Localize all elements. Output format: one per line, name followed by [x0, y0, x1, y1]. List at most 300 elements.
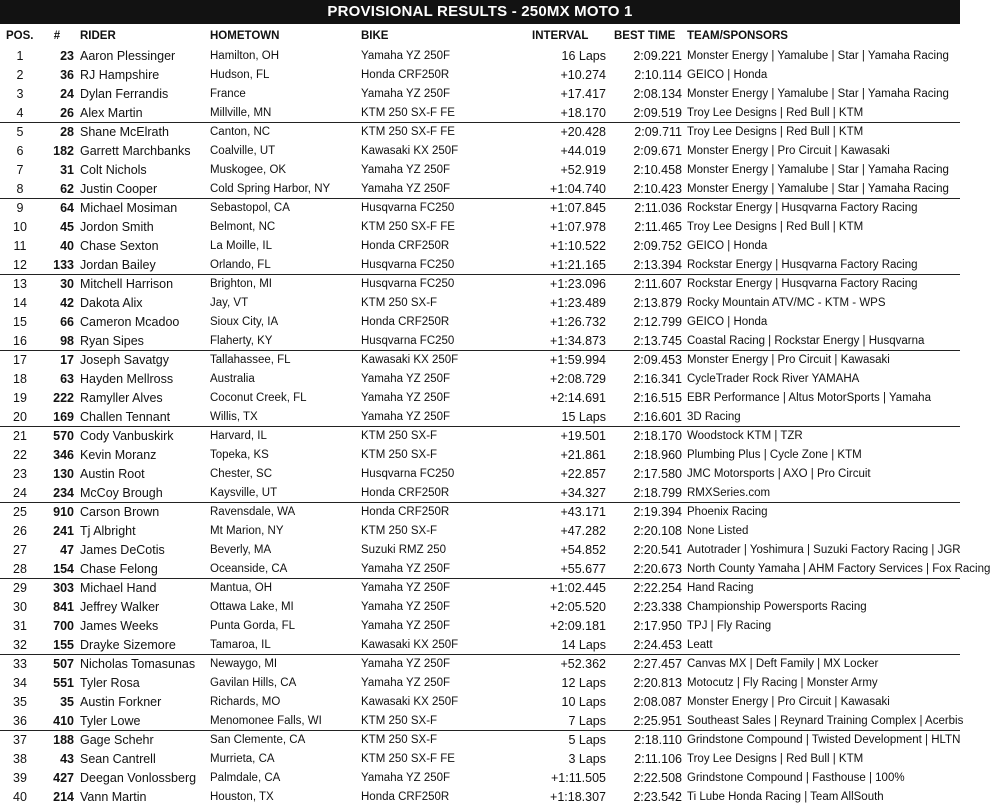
table-row [0, 788, 960, 807]
cell-number: 303 [53, 581, 74, 595]
cell-best-time: 2:27.457 [633, 657, 682, 671]
cell-pos: 39 [13, 771, 27, 785]
cell-number: 63 [60, 372, 74, 386]
cell-interval: +1:04.740 [550, 182, 606, 196]
cell-bike: Honda CRF250R [361, 316, 450, 328]
cell-interval: 14 Laps [561, 638, 606, 652]
cell-pos: 40 [13, 790, 27, 804]
cell-best-time: 2:18.110 [634, 733, 682, 747]
cell-interval: +2:08.729 [550, 372, 606, 386]
cell-team: Rockstar Energy | Husqvarna Factory Racing [687, 278, 918, 290]
cell-best-time: 2:20.673 [633, 562, 682, 576]
cell-number: 155 [53, 638, 74, 652]
table-row [0, 465, 960, 484]
cell-pos: 20 [13, 410, 27, 424]
cell-rider: Austin Root [80, 467, 145, 481]
cell-best-time: 2:22.508 [633, 771, 682, 785]
cell-number: 570 [53, 429, 74, 443]
cell-best-time: 2:18.960 [633, 448, 682, 462]
cell-number: 24 [60, 87, 74, 101]
cell-best-time: 2:24.453 [633, 638, 682, 652]
table-row [0, 85, 960, 104]
results-table [0, 47, 990, 807]
cell-team: Championship Powersports Racing [687, 601, 867, 613]
cell-bike: Husqvarna FC250 [361, 202, 455, 214]
cell-interval: 12 Laps [561, 676, 606, 690]
cell-bike: Honda CRF250R [361, 69, 450, 81]
table-row [0, 750, 960, 769]
cell-interval: 5 Laps [568, 733, 606, 747]
cell-team: GEICO | Honda [687, 240, 768, 252]
cell-best-time: 2:09.752 [633, 239, 682, 253]
cell-interval: +1:21.165 [550, 258, 606, 272]
cell-best-time: 2:09.453 [633, 353, 682, 367]
cell-team: Troy Lee Designs | Red Bull | KTM [687, 753, 864, 765]
page-title: PROVISIONAL RESULTS - 250MX MOTO 1 [0, 0, 960, 24]
table-row [0, 503, 960, 522]
cell-best-time: 2:16.341 [633, 372, 682, 386]
cell-team: CycleTrader Rock River YAMAHA [687, 373, 860, 385]
cell-bike: Suzuki RMZ 250 [361, 544, 447, 556]
cell-rider: Justin Cooper [80, 182, 158, 196]
cell-rider: James Weeks [80, 619, 159, 633]
cell-bike: KTM 250 SX-F [361, 449, 438, 461]
cell-rider: RJ Hampshire [80, 68, 160, 82]
cell-interval: 10 Laps [561, 695, 606, 709]
cell-team: GEICO | Honda [687, 69, 768, 81]
header-best-time: BEST TIME [614, 30, 676, 42]
header-team: TEAM/SPONSORS [687, 30, 788, 42]
cell-bike: KTM 250 SX-F [361, 297, 438, 309]
cell-team: Hand Racing [687, 582, 754, 594]
cell-best-time: 2:16.601 [633, 410, 682, 424]
cell-team: Southeast Sales | Reynard Training Complex | Acerbis [687, 715, 964, 727]
cell-hometown: Punta Gorda, FL [210, 620, 296, 632]
cell-number: 507 [53, 657, 74, 671]
cell-interval: +1:26.732 [550, 315, 606, 329]
cell-best-time: 2:16.515 [633, 391, 682, 405]
cell-interval: +1:11.505 [550, 771, 606, 785]
cell-number: 36 [60, 68, 74, 82]
cell-bike: Husqvarna FC250 [361, 259, 455, 271]
cell-number: 188 [53, 733, 74, 747]
cell-interval: +20.428 [560, 125, 606, 139]
cell-best-time: 2:09.221 [633, 49, 682, 63]
cell-team: Woodstock KTM | TZR [687, 430, 803, 442]
cell-hometown: Brighton, MI [210, 278, 272, 290]
table-row [0, 598, 960, 617]
cell-best-time: 2:17.950 [633, 619, 682, 633]
cell-bike: Yamaha YZ 250F [361, 392, 451, 404]
cell-interval: +52.919 [560, 163, 606, 177]
cell-interval: +2:09.181 [550, 619, 606, 633]
cell-best-time: 2:18.170 [633, 429, 682, 443]
cell-number: 130 [53, 467, 74, 481]
cell-interval: +1:02.445 [550, 581, 606, 595]
cell-hometown: Richards, MO [210, 696, 281, 708]
cell-rider: Vann Martin [80, 790, 147, 804]
header-bike: BIKE [361, 30, 389, 42]
cell-hometown: Tallahassee, FL [210, 354, 291, 366]
cell-team: Monster Energy | Yamalube | Star | Yamaha Racing [687, 164, 949, 176]
cell-bike: Kawasaki KX 250F [361, 145, 459, 157]
cell-interval: +10.274 [560, 68, 606, 82]
cell-hometown: Coalville, UT [210, 145, 276, 157]
cell-interval: +17.417 [560, 87, 606, 101]
cell-bike: KTM 250 SX-F [361, 734, 438, 746]
cell-best-time: 2:09.671 [633, 144, 682, 158]
cell-hometown: Oceanside, CA [210, 563, 288, 575]
table-row [0, 522, 960, 541]
cell-rider: Chase Felong [80, 562, 158, 576]
cell-interval: +2:05.520 [550, 600, 606, 614]
cell-number: 28 [60, 125, 74, 139]
cell-best-time: 2:11.036 [634, 201, 682, 215]
cell-hometown: Chester, SC [210, 468, 272, 480]
cell-pos: 23 [13, 467, 27, 481]
cell-number: 841 [53, 600, 74, 614]
cell-bike: Husqvarna FC250 [361, 278, 455, 290]
cell-pos: 38 [13, 752, 27, 766]
cell-number: 222 [53, 391, 74, 405]
cell-number: 66 [60, 315, 74, 329]
cell-rider: Sean Cantrell [80, 752, 156, 766]
cell-team: North County Yamaha | AHM Factory Services | Fox Racing [687, 563, 990, 575]
cell-pos: 6 [16, 144, 24, 158]
cell-pos: 30 [13, 600, 27, 614]
table-row [0, 351, 960, 370]
table-row [0, 142, 960, 161]
cell-rider: Deegan Vonlossberg [80, 771, 197, 785]
cell-team: Motocutz | Fly Racing | Monster Army [687, 677, 878, 689]
cell-bike: Yamaha YZ 250F [361, 772, 451, 784]
cell-team: Coastal Racing | Rockstar Energy | Husqvarna [687, 335, 925, 347]
cell-interval: +1:23.489 [550, 296, 606, 310]
cell-interval: +19.501 [560, 429, 606, 443]
cell-hometown: Topeka, KS [210, 449, 269, 461]
cell-number: 43 [60, 752, 74, 766]
cell-hometown: Palmdale, CA [210, 772, 281, 784]
table-row [0, 275, 960, 294]
header-interval: INTERVAL [532, 30, 589, 42]
cell-rider: Colt Nichols [80, 163, 147, 177]
cell-number: 35 [60, 695, 74, 709]
table-row [0, 655, 960, 674]
cell-interval: 15 Laps [561, 410, 606, 424]
header-rider: RIDER [80, 30, 116, 42]
header-hometown: HOMETOWN [210, 30, 280, 42]
cell-bike: Honda CRF250R [361, 487, 450, 499]
cell-pos: 2 [16, 68, 24, 82]
cell-bike: Yamaha YZ 250F [361, 164, 451, 176]
cell-rider: Cody Vanbuskirk [80, 429, 174, 443]
cell-interval: +43.171 [560, 505, 606, 519]
cell-best-time: 2:11.465 [634, 220, 682, 234]
cell-best-time: 2:25.951 [633, 714, 682, 728]
cell-hometown: Canton, NC [210, 126, 271, 138]
cell-bike: KTM 250 SX-F [361, 525, 438, 537]
cell-hometown: Murrieta, CA [210, 753, 275, 765]
cell-pos: 14 [13, 296, 27, 310]
cell-hometown: Harvard, IL [210, 430, 267, 442]
cell-best-time: 2:08.134 [633, 87, 682, 101]
cell-interval: +52.362 [560, 657, 606, 671]
cell-bike: Husqvarna FC250 [361, 468, 455, 480]
cell-number: 241 [53, 524, 74, 538]
cell-rider: Dakota Alix [80, 296, 143, 310]
cell-bike: Honda CRF250R [361, 240, 450, 252]
cell-hometown: Willis, TX [210, 411, 258, 423]
cell-team: None Listed [687, 525, 749, 537]
header-number: # [53, 30, 61, 42]
cell-pos: 37 [13, 733, 27, 747]
cell-hometown: Sebastopol, CA [210, 202, 290, 214]
cell-interval: +2:14.691 [550, 391, 606, 405]
cell-hometown: Menomonee Falls, WI [210, 715, 322, 727]
cell-team: GEICO | Honda [687, 316, 768, 328]
cell-hometown: Mantua, OH [210, 582, 272, 594]
cell-best-time: 2:10.423 [633, 182, 682, 196]
cell-rider: Joseph Savatgy [80, 353, 169, 367]
table-row [0, 408, 960, 427]
cell-number: 214 [53, 790, 74, 804]
cell-best-time: 2:20.541 [633, 543, 682, 557]
cell-number: 40 [60, 239, 74, 253]
cell-rider: Nicholas Tomasunas [80, 657, 196, 671]
cell-hometown: Cold Spring Harbor, NY [210, 183, 331, 195]
cell-rider: Jordan Bailey [80, 258, 156, 272]
cell-rider: Garrett Marchbanks [80, 144, 191, 158]
table-row [0, 674, 960, 693]
cell-hometown: Flaherty, KY [210, 335, 273, 347]
table-row [0, 427, 960, 446]
cell-rider: Shane McElrath [80, 125, 169, 139]
cell-bike: KTM 250 SX-F [361, 715, 438, 727]
cell-hometown: Hudson, FL [210, 69, 270, 81]
cell-team: Autotrader | Yoshimura | Suzuki Factory Racing | JGR [687, 544, 961, 556]
cell-best-time: 2:23.338 [633, 600, 682, 614]
cell-pos: 32 [13, 638, 27, 652]
cell-team: Monster Energy | Pro Circuit | Kawasaki [687, 696, 890, 708]
cell-pos: 18 [13, 372, 27, 386]
cell-pos: 15 [13, 315, 27, 329]
cell-interval: +1:07.978 [550, 220, 606, 234]
table-row [0, 389, 960, 408]
cell-number: 700 [53, 619, 74, 633]
cell-hometown: Hamilton, OH [210, 50, 280, 62]
cell-rider: Michael Hand [80, 581, 157, 595]
cell-best-time: 2:08.087 [633, 695, 682, 709]
cell-pos: 5 [16, 125, 24, 139]
cell-bike: Yamaha YZ 250F [361, 183, 451, 195]
cell-best-time: 2:12.799 [633, 315, 682, 329]
cell-rider: Gage Schehr [80, 733, 154, 747]
cell-best-time: 2:11.106 [634, 752, 682, 766]
cell-pos: 8 [16, 182, 24, 196]
cell-pos: 10 [13, 220, 27, 234]
cell-best-time: 2:10.458 [633, 163, 682, 177]
cell-bike: KTM 250 SX-F FE [361, 107, 455, 119]
cell-team: Leatt [687, 639, 713, 651]
table-row [0, 256, 960, 275]
cell-team: Monster Energy | Pro Circuit | Kawasaki [687, 145, 890, 157]
cell-hometown: Belmont, NC [210, 221, 276, 233]
cell-interval: 16 Laps [561, 49, 606, 63]
cell-team: Troy Lee Designs | Red Bull | KTM [687, 221, 864, 233]
cell-best-time: 2:20.813 [633, 676, 682, 690]
cell-team: Rockstar Energy | Husqvarna Factory Racing [687, 202, 918, 214]
cell-pos: 4 [16, 106, 24, 120]
cell-number: 30 [60, 277, 74, 291]
cell-best-time: 2:13.394 [633, 258, 682, 272]
cell-team: Grindstone Compound | Twisted Development | HLTN [687, 734, 961, 746]
cell-best-time: 2:13.879 [633, 296, 682, 310]
cell-bike: Yamaha YZ 250F [361, 411, 451, 423]
cell-hometown: Houston, TX [210, 791, 274, 803]
table-row [0, 199, 960, 218]
table-row [0, 218, 960, 237]
cell-hometown: Coconut Creek, FL [210, 392, 307, 404]
table-row [0, 104, 960, 123]
cell-team: Monster Energy | Yamalube | Star | Yamaha Racing [687, 50, 949, 62]
table-row [0, 47, 960, 66]
cell-pos: 21 [13, 429, 27, 443]
cell-pos: 33 [13, 657, 27, 671]
cell-hometown: Orlando, FL [210, 259, 271, 271]
cell-team: Rockstar Energy | Husqvarna Factory Racing [687, 259, 918, 271]
cell-pos: 9 [16, 201, 24, 215]
table-row [0, 731, 960, 750]
cell-hometown: Jay, VT [210, 297, 249, 309]
cell-team: JMC Motorsports | AXO | Pro Circuit [687, 468, 871, 480]
cell-rider: Cameron Mcadoo [80, 315, 180, 329]
cell-hometown: Muskogee, OK [210, 164, 287, 176]
cell-bike: Yamaha YZ 250F [361, 50, 451, 62]
cell-best-time: 2:13.745 [633, 334, 682, 348]
table-row [0, 161, 960, 180]
cell-team: Monster Energy | Pro Circuit | Kawasaki [687, 354, 890, 366]
cell-number: 31 [60, 163, 74, 177]
cell-best-time: 2:19.394 [633, 505, 682, 519]
cell-bike: Kawasaki KX 250F [361, 639, 459, 651]
table-row [0, 66, 960, 85]
cell-number: 234 [53, 486, 74, 500]
table-row [0, 237, 960, 256]
cell-rider: Dylan Ferrandis [80, 87, 169, 101]
cell-hometown: Tamaroa, IL [210, 639, 271, 651]
cell-number: 551 [53, 676, 74, 690]
cell-rider: Michael Mosiman [80, 201, 178, 215]
cell-bike: KTM 250 SX-F FE [361, 221, 455, 233]
cell-hometown: Ravensdale, WA [210, 506, 296, 518]
cell-interval: +1:34.873 [550, 334, 606, 348]
cell-number: 62 [60, 182, 74, 196]
cell-team: EBR Performance | Altus MotorSports | Yamaha [687, 392, 931, 404]
cell-rider: Carson Brown [80, 505, 160, 519]
cell-hometown: Mt Marion, NY [210, 525, 284, 537]
cell-rider: Ryan Sipes [80, 334, 144, 348]
table-row [0, 313, 960, 332]
cell-rider: Hayden Mellross [80, 372, 174, 386]
table-row [0, 617, 960, 636]
cell-number: 42 [60, 296, 74, 310]
cell-number: 45 [60, 220, 74, 234]
table-row [0, 294, 960, 313]
cell-interval: +1:23.096 [550, 277, 606, 291]
cell-bike: Yamaha YZ 250F [361, 563, 451, 575]
cell-rider: Challen Tennant [80, 410, 171, 424]
cell-rider: Tyler Rosa [80, 676, 140, 690]
table-row [0, 123, 960, 142]
cell-rider: Chase Sexton [80, 239, 159, 253]
cell-bike: Kawasaki KX 250F [361, 696, 459, 708]
cell-pos: 12 [13, 258, 27, 272]
cell-bike: Husqvarna FC250 [361, 335, 455, 347]
table-row [0, 446, 960, 465]
cell-hometown: Ottawa Lake, MI [210, 601, 294, 613]
cell-number: 427 [53, 771, 74, 785]
cell-team: Monster Energy | Yamalube | Star | Yamaha Racing [687, 88, 949, 100]
cell-number: 182 [53, 144, 74, 158]
cell-interval: +54.852 [560, 543, 606, 557]
cell-number: 169 [53, 410, 74, 424]
cell-rider: Austin Forkner [80, 695, 162, 709]
cell-pos: 26 [13, 524, 27, 538]
cell-rider: Jeffrey Walker [80, 600, 160, 614]
cell-team: Monster Energy | Yamalube | Star | Yamaha Racing [687, 183, 949, 195]
cell-rider: Jordon Smith [80, 220, 154, 234]
cell-number: 26 [60, 106, 74, 120]
cell-bike: Honda CRF250R [361, 506, 450, 518]
cell-best-time: 2:22.254 [633, 581, 682, 595]
cell-rider: Tyler Lowe [80, 714, 141, 728]
cell-bike: Yamaha YZ 250F [361, 373, 451, 385]
cell-best-time: 2:17.580 [633, 467, 682, 481]
cell-interval: +1:18.307 [550, 790, 606, 804]
cell-rider: Drayke Sizemore [80, 638, 176, 652]
cell-pos: 17 [13, 353, 27, 367]
cell-pos: 36 [13, 714, 27, 728]
cell-number: 410 [53, 714, 74, 728]
cell-rider: Tj Albright [80, 524, 136, 538]
cell-team: 3D Racing [687, 411, 741, 423]
cell-bike: KTM 250 SX-F FE [361, 753, 455, 765]
cell-pos: 19 [13, 391, 27, 405]
cell-rider: Aaron Plessinger [80, 49, 176, 63]
cell-pos: 13 [13, 277, 27, 291]
cell-team: RMXSeries.com [687, 487, 771, 499]
cell-interval: +34.327 [560, 486, 606, 500]
cell-best-time: 2:23.542 [633, 790, 682, 804]
table-row [0, 370, 960, 389]
cell-bike: Honda CRF250R [361, 791, 450, 803]
cell-number: 98 [60, 334, 74, 348]
cell-bike: Yamaha YZ 250F [361, 620, 451, 632]
cell-hometown: Sioux City, IA [210, 316, 279, 328]
table-header [0, 28, 960, 44]
cell-team: TPJ | Fly Racing [687, 620, 772, 632]
cell-team: Phoenix Racing [687, 506, 768, 518]
cell-pos: 34 [13, 676, 27, 690]
cell-bike: KTM 250 SX-F [361, 430, 438, 442]
cell-rider: Mitchell Harrison [80, 277, 174, 291]
cell-best-time: 2:11.607 [634, 277, 682, 291]
cell-bike: Yamaha YZ 250F [361, 601, 451, 613]
cell-pos: 35 [13, 695, 27, 709]
cell-pos: 24 [13, 486, 27, 500]
cell-number: 133 [53, 258, 74, 272]
cell-best-time: 2:10.114 [634, 68, 682, 82]
